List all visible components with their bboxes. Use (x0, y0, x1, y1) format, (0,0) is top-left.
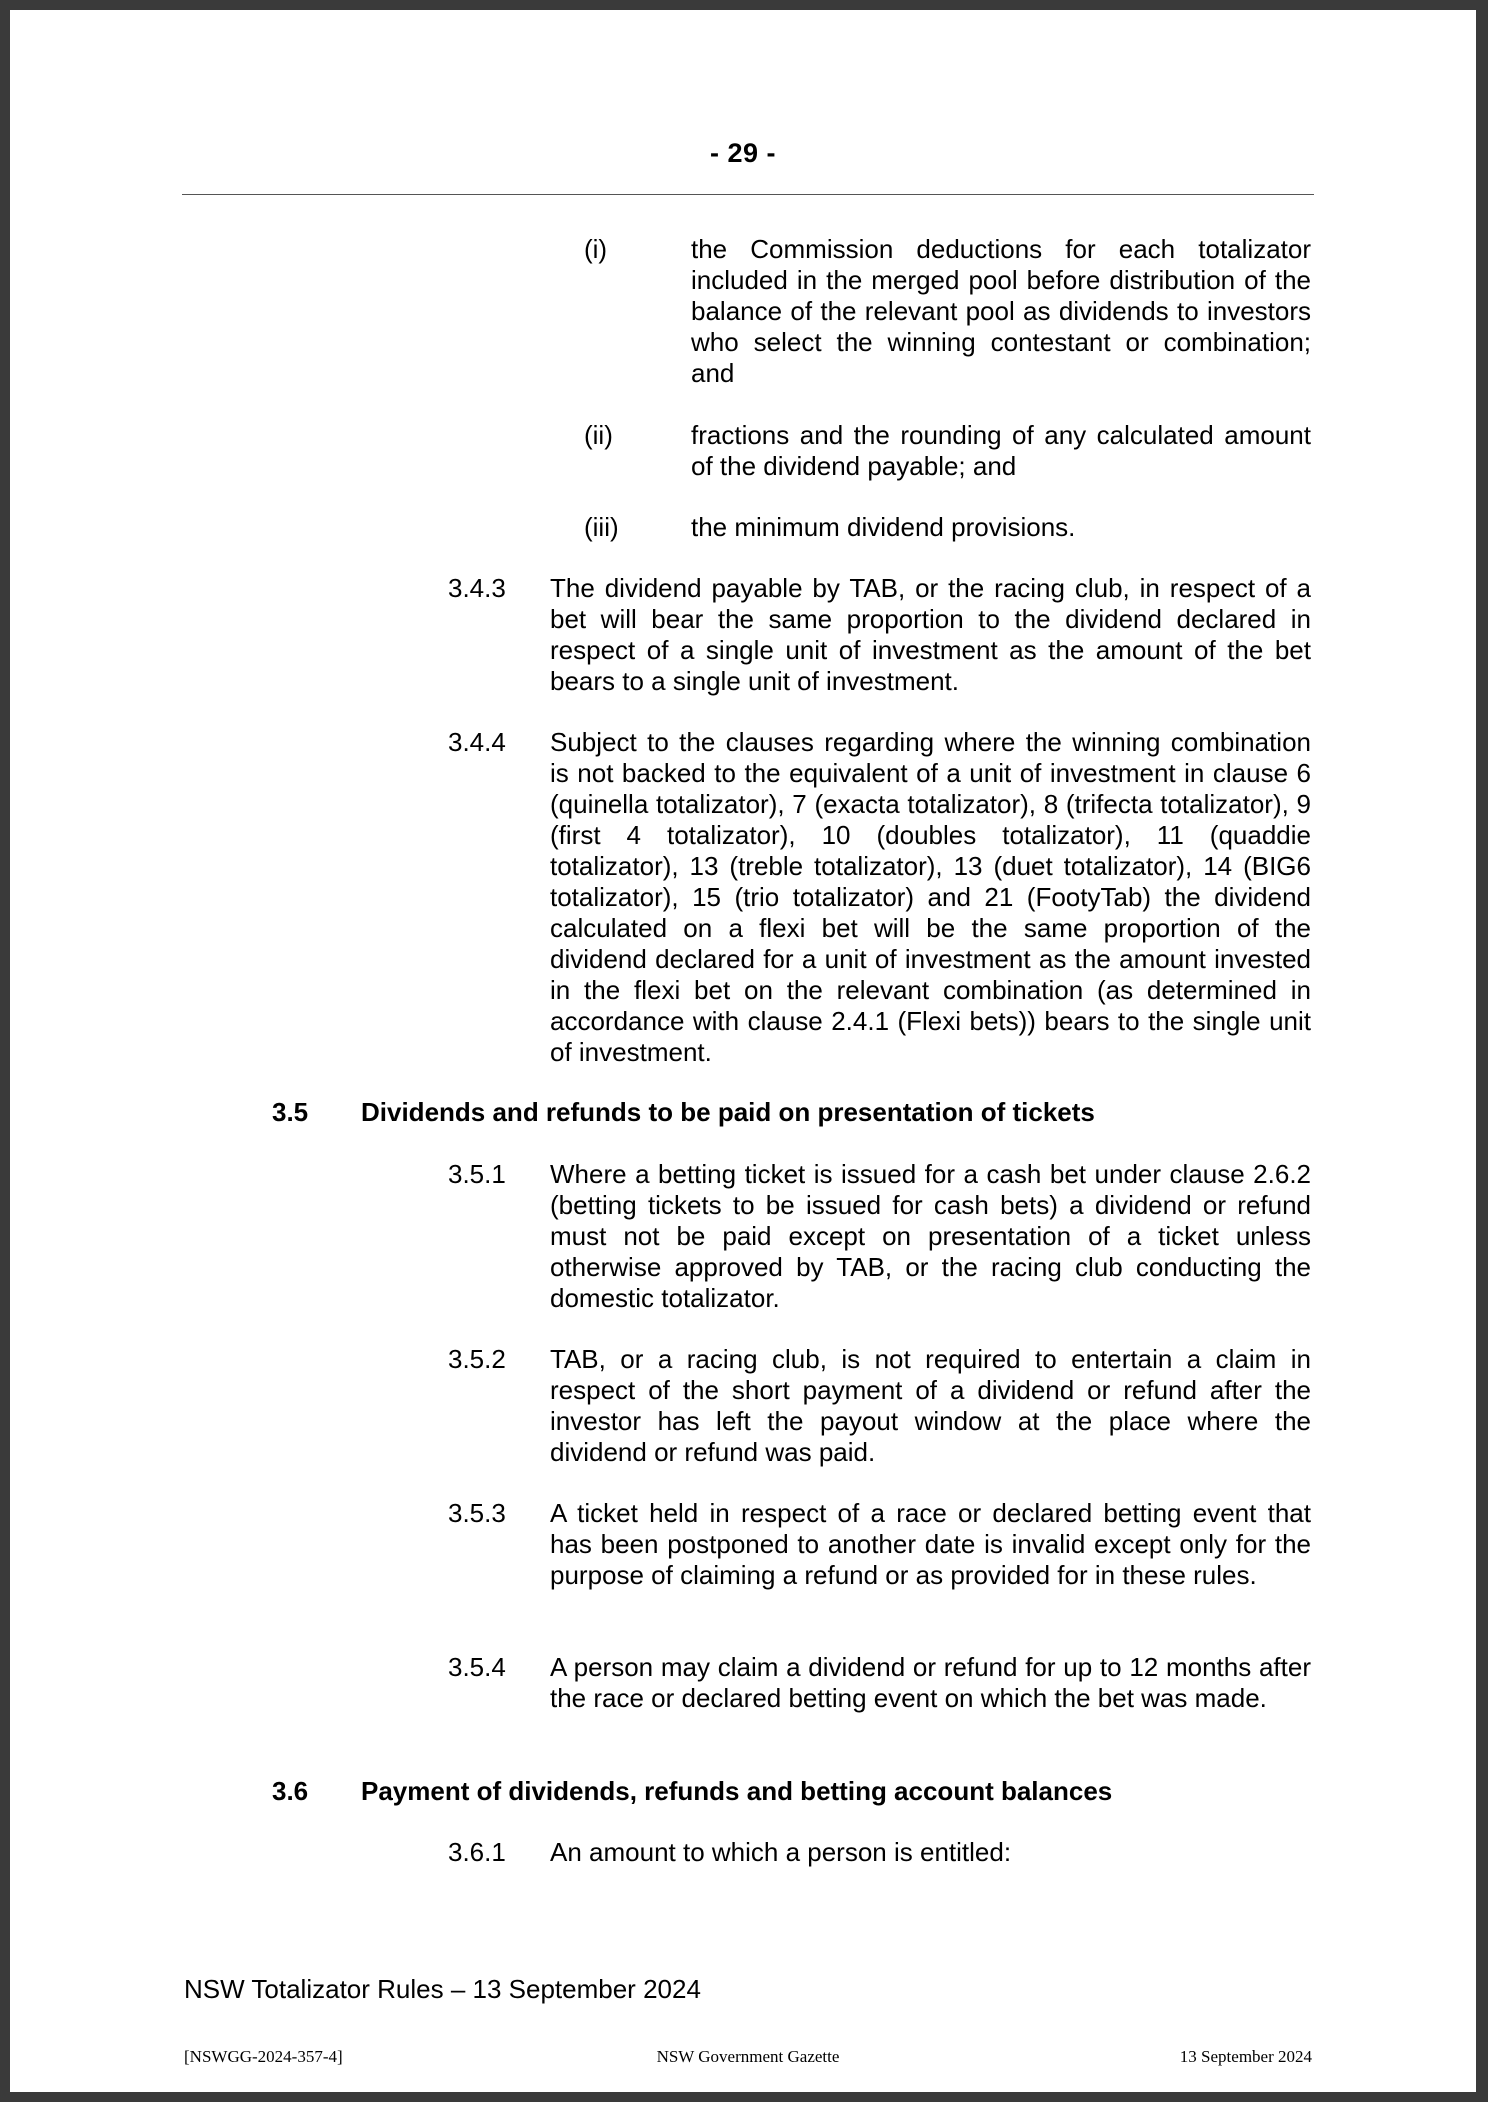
section-3-6-number: 3.6 (272, 1776, 309, 1806)
clause-3-5-2-number: 3.5.2 (448, 1344, 506, 1374)
item-i-text: the Commission deductions for each totalizator included in the merged pool before distribution of the balance of the relevant pool as dividends to investors who select the winning contestant or combination; and (691, 234, 1311, 388)
clause-3-6-1-number: 3.6.1 (448, 1837, 506, 1867)
page-number: - 29 - (709, 138, 777, 168)
clause-3-4-4-number: 3.4.4 (448, 727, 506, 757)
item-iii-number: (iii) (584, 512, 619, 542)
clause-3-6-1-text: An amount to which a person is entitled: (550, 1837, 1012, 1867)
header-divider (182, 194, 1314, 195)
footer-date: 13 September 2024 (1179, 2047, 1312, 2066)
document-page (10, 10, 1476, 2092)
clause-3-5-4-number: 3.5.4 (448, 1652, 506, 1682)
item-ii-number: (ii) (584, 420, 613, 450)
clause-3-5-2-text: TAB, or a racing club, is not required to entertain a claim in respect of the short payment of a dividend or refund after the investor has left the payout window at the place where the dividend or refund was paid. (550, 1344, 1311, 1467)
section-3-6-title: Payment of dividends, refunds and betting account balances (361, 1776, 1113, 1806)
item-ii-text: fractions and the rounding of any calculated amount of the dividend payable; and (691, 420, 1311, 481)
item-iii-text: the minimum dividend provisions. (691, 512, 1076, 542)
footer-publication: NSW Government Gazette (656, 2047, 840, 2066)
clause-3-4-4-text: Subject to the clauses regarding where the winning combination is not backed to the equivalent of a unit of investment in clause 6 (quinella totalizator), 7 (exacta totalizator), 8 (trifecta totalizator), 9 (first 4 totalizator), 10 (doubles totalizator), 11 (quaddie totalizator), 13 (treble totalizator), 13 (duet totalizator), 14 (BIG6 totalizator), 15 (trio totalizator) and 21 (FootyTab) the dividend calculated on a flexi bet will be the same proportion of the dividend declared for a unit of investment as the amount invested in the flexi bet on the relevant combination (as determined in accordance with clause 2.4.1 (Flexi bets)) bears to the single unit of investment. (550, 727, 1311, 1067)
clause-3-5-1-text: Where a betting ticket is issued for a cash bet under clause 2.6.2 (betting tickets to be issued for cash bets) a dividend or refund must not be paid except on presentation of a ticket unless otherwise approved by TAB, or the racing club conducting the domestic totalizator. (550, 1159, 1311, 1313)
clause-3-5-1-number: 3.5.1 (448, 1159, 506, 1189)
footer-document-title: NSW Totalizator Rules – 13 September 2024 (184, 1974, 701, 2004)
clause-3-4-3-number: 3.4.3 (448, 573, 506, 603)
clause-3-5-4-text: A person may claim a dividend or refund for up to 12 months after the race or declared betting event on which the bet was made. (550, 1652, 1311, 1713)
section-3-5-number: 3.5 (272, 1097, 309, 1127)
clause-3-5-3-number: 3.5.3 (448, 1498, 506, 1528)
clause-3-5-3-text: A ticket held in respect of a race or declared betting event that has been postponed to another date is invalid except only for the purpose of claiming a refund or as provided for in these rules. (550, 1498, 1311, 1590)
clause-3-4-3-text: The dividend payable by TAB, or the racing club, in respect of a bet will bear the same proportion to the dividend declared in respect of a single unit of investment as the amount of the bet bears to a single unit of investment. (550, 573, 1311, 696)
section-3-5-title: Dividends and refunds to be paid on presentation of tickets (361, 1097, 1095, 1127)
item-i-number: (i) (584, 234, 608, 264)
footer-reference: [NSWGG-2024-357-4] (184, 2047, 343, 2066)
